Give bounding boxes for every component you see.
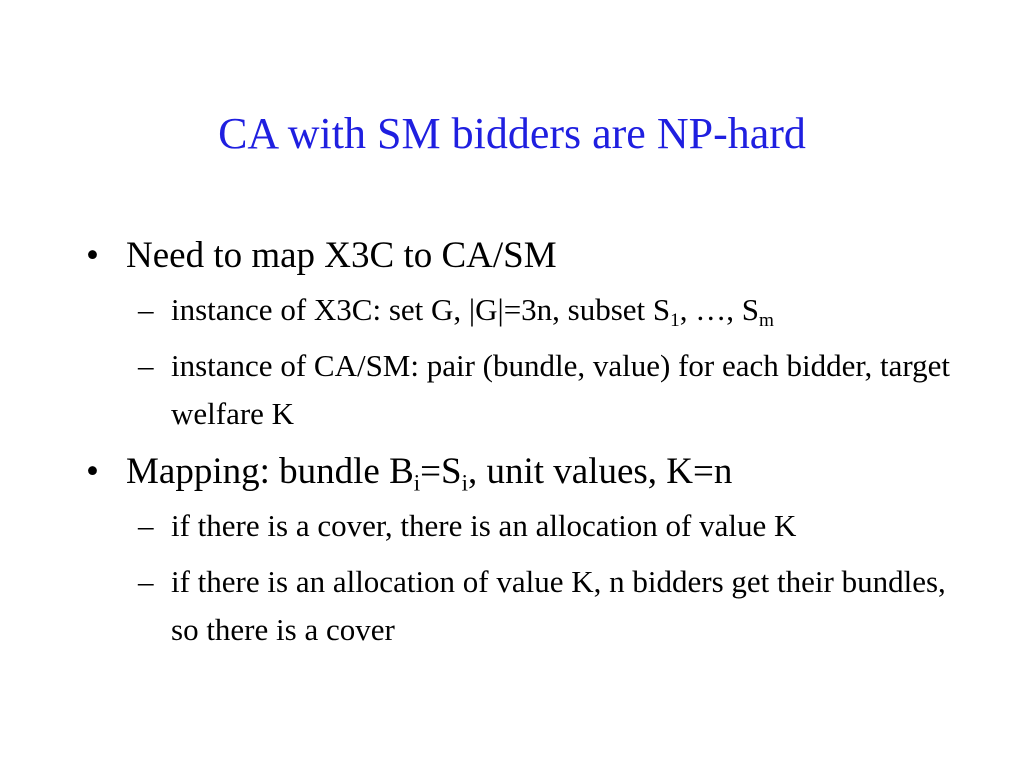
bullet-item bbox=[86, 232, 1006, 280]
subscript: i bbox=[413, 470, 421, 496]
bullet-marker: • bbox=[86, 235, 99, 276]
subscript: 1 bbox=[670, 310, 680, 332]
sub-bullet-text: instance of X3C: set G, |G|=3n, subset S bbox=[171, 292, 671, 327]
bullet-text: =S bbox=[420, 451, 462, 492]
dash-marker: – bbox=[138, 564, 154, 599]
sub-bullet-text: if there is a cover, there is an allocation of value K bbox=[171, 508, 797, 543]
bullet-text: , unit values, K=n bbox=[467, 451, 733, 492]
sub-bullet-text: if there is an allocation of value K, n bidders get their bundles, so there is a cover bbox=[171, 564, 946, 647]
subscript: i bbox=[461, 470, 468, 496]
bullet-text: Need to map X3C to CA/SM bbox=[126, 235, 557, 276]
dash-marker: – bbox=[138, 508, 154, 543]
subscript: m bbox=[759, 310, 774, 332]
sub-bullet-text: instance of CA/SM: pair (bundle, value) for each bidder, target welfare K bbox=[171, 348, 950, 431]
sub-bullet-item bbox=[86, 558, 971, 654]
bullet-item bbox=[86, 448, 1006, 496]
slide-title: CA with SM bidders are NP-hard bbox=[218, 109, 806, 158]
dash-marker: – bbox=[138, 348, 154, 383]
sub-bullet-item bbox=[86, 502, 1006, 550]
bullet-text: Mapping: bundle B bbox=[126, 451, 414, 492]
slide-body bbox=[86, 232, 1006, 654]
sub-bullet-item bbox=[86, 342, 971, 438]
sub-bullet-text: , …, S bbox=[679, 292, 760, 327]
sub-bullet-item bbox=[86, 286, 1006, 334]
bullet-marker: • bbox=[86, 451, 99, 492]
dash-marker: – bbox=[138, 292, 154, 327]
